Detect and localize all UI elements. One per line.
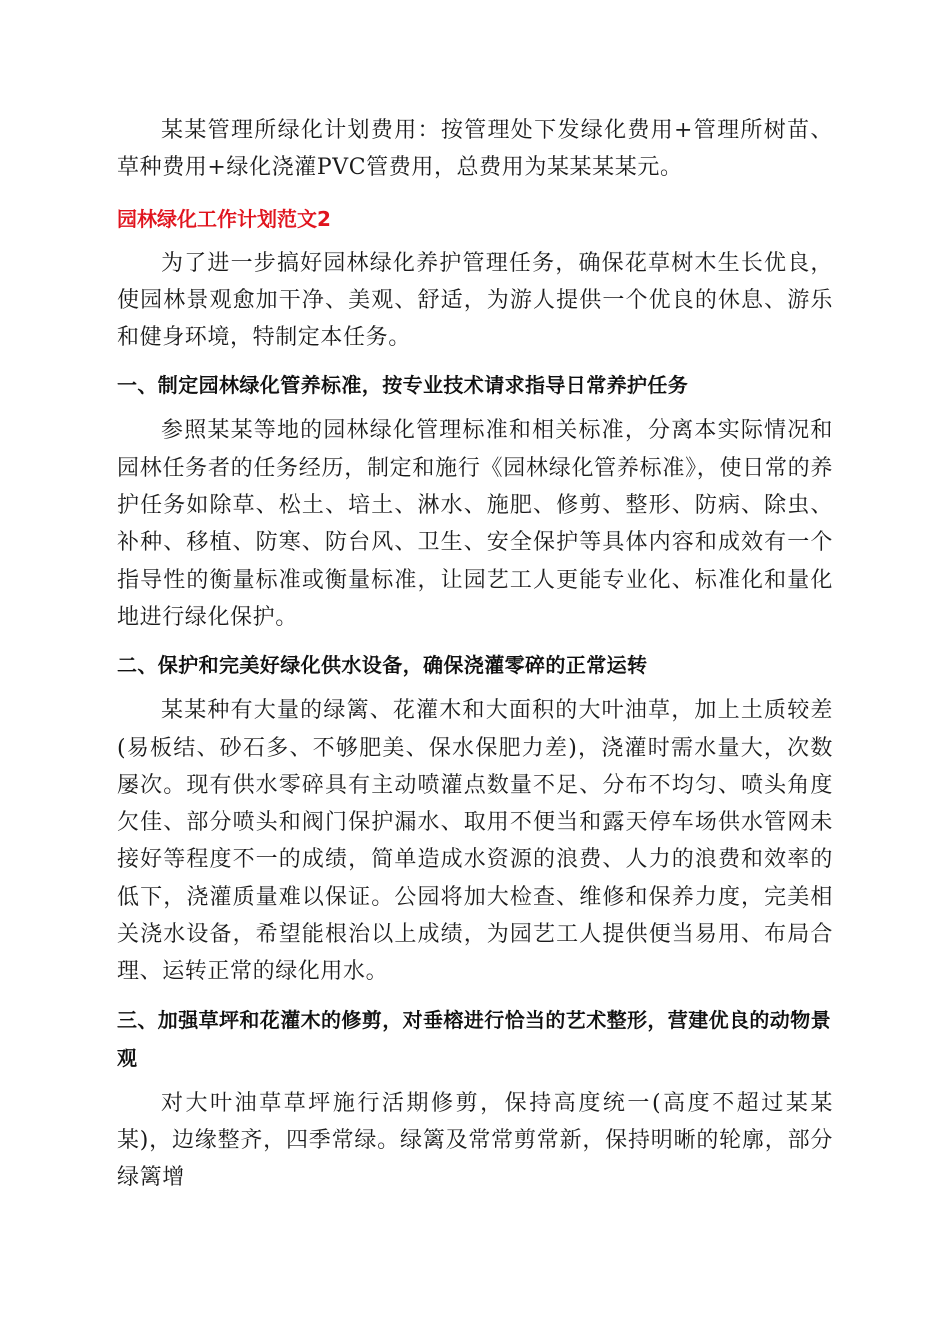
purpose-paragraph: 为了进一步搞好园林绿化养护管理任务，确保花草树木生长优良，使园林景观愈加干净、美观、舒适，为游人提供一个优良的休息、游乐和健身环境，特制定本任务。	[117, 250, 833, 351]
paragraph-3: 对大叶油草草坪施行活期修剪，保持高度统一(高度不超过某某某)，边缘整齐，四季常绿。绿篱及常常剪常新，保持明晰的轮廓，部分绿篱增	[117, 1090, 833, 1191]
section-title: 园林绿化工作计划范文2	[117, 206, 331, 231]
paragraph-2: 某某种有大量的绿篱、花灌木和大面积的大叶油草，加上土质较差(易板结、砂石多、不够肥美、保水保肥力差)，浇灌时需水量大，次数屡次。现有供水零碎具有主动喷灌点数量不足、分布不均匀、喷头角度欠佳、部分喷头和阀门保护漏水、取用不便当和露天停车场供水管网未接好等程度不一的成绩，简单造成水资源的浪费、人力的浪费和效率的低下，浇灌质量难以保证。公园将加大检查、维修和保养力度，完美相关浇水设备，希望能根治以上成绩，为园艺工人提供便当易用、布局合理、运转正常的绿化用水。	[117, 698, 833, 985]
heading-1: 一、制定园林绿化管养标准，按专业技术请求指导日常养护任务	[117, 373, 689, 398]
intro-paragraph: 某某管理所绿化计划费用：按管理处下发绿化费用+管理所树苗、草种费用+绿化浇灌PVC管费用，总费用为某某某某元。	[117, 118, 833, 181]
document-body	[117, 112, 833, 1197]
heading-3: 三、加强草坪和花灌木的修剪，对垂榕进行恰当的艺术整形，营建优良的动物景观	[117, 1007, 831, 1070]
paragraph-1: 参照某某等地的园林绿化管理标准和相关标准，分离本实际情况和园林任务者的任务经历，制定和施行《园林绿化管养标准》，使日常的养护任务如除草、松土、培土、淋水、施肥、修剪、整形、防病、除虫、补种、移植、防寒、防台风、卫生、安全保护等具体内容和成效有一个指导性的衡量标准或衡量标准，让园艺工人更能专业化、标准化和量化地进行绿化保护。	[117, 418, 833, 630]
heading-2: 二、保护和完美好绿化供水设备，确保浇灌零碎的正常运转	[117, 653, 648, 678]
